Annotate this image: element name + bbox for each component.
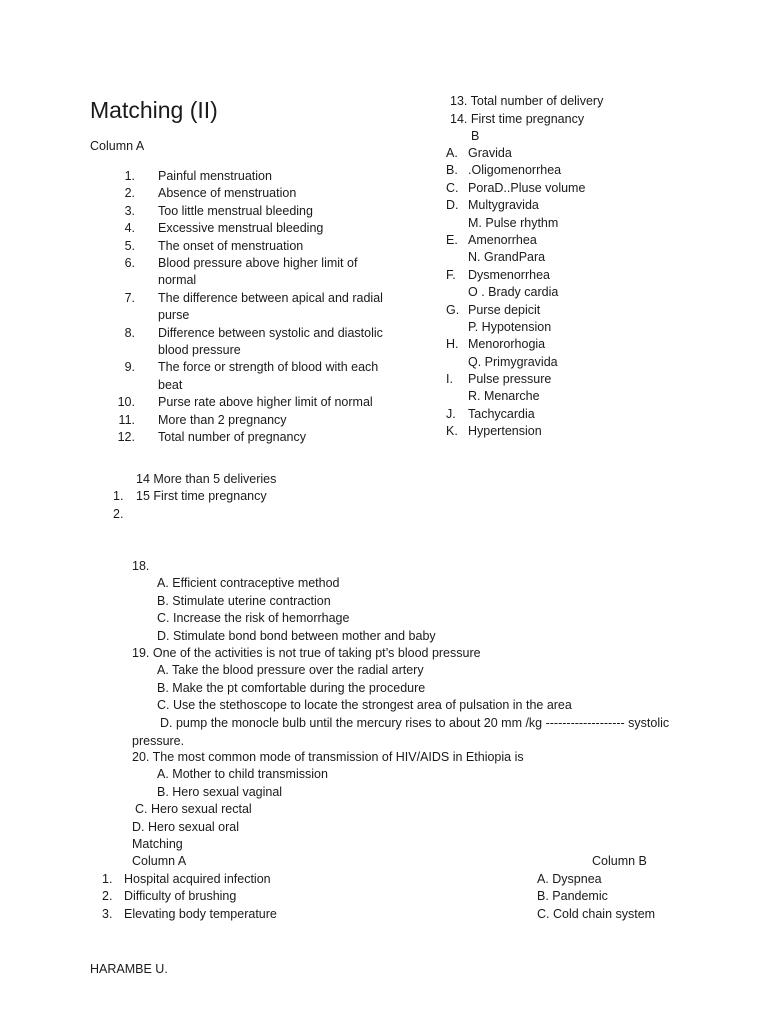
matching-heading: Matching <box>132 837 183 851</box>
list-item-text: .Oligomenorrhea <box>468 163 562 178</box>
list-item <box>113 359 413 394</box>
list-item <box>113 255 413 290</box>
list-item-letter: G. <box>446 302 460 317</box>
q20-option-d: D. Hero sexual oral <box>132 820 239 834</box>
list-item-text: Excessive menstrual bleeding <box>158 221 324 236</box>
list-item-text: Too little menstrual bleeding <box>158 203 313 218</box>
list-item-text: The difference between apical and radial purse <box>158 290 383 323</box>
column-b-letter: B <box>471 129 480 143</box>
list-item-text: Blood pressure above higher limit of normal <box>158 255 358 288</box>
list-item-text: Hospital acquired infection <box>124 872 271 886</box>
list-item-letter: H. <box>446 337 459 352</box>
list-item <box>113 168 413 185</box>
list-item <box>113 185 413 202</box>
list-item <box>446 145 706 162</box>
list-item <box>446 162 706 179</box>
list-item-text: Total number of pregnancy <box>158 429 307 444</box>
list-item <box>113 220 413 237</box>
list-item-text: N. GrandPara <box>468 250 546 265</box>
list-item <box>113 429 413 446</box>
list-item: A. Dyspnea <box>537 872 602 886</box>
matching-right-list <box>537 871 737 923</box>
matching-left-list <box>102 871 362 923</box>
list-item-text: Difficulty of brushing <box>124 889 237 904</box>
list-item <box>446 371 706 388</box>
list-item <box>102 906 362 923</box>
list-item-text: Gravida <box>468 146 512 160</box>
list-item-text: Purse rate above higher limit of normal <box>158 395 373 410</box>
q19-option-a: A. Take the blood pressure over the radial artery <box>157 663 424 677</box>
q19-option-d-continued: pressure. <box>132 734 185 748</box>
list-item <box>446 215 706 232</box>
list-item-text: Tachycardia <box>468 406 535 421</box>
list-item-text: More than 2 pregnancy <box>158 412 287 427</box>
list-item <box>113 203 413 220</box>
list-item: C. Cold chain system <box>537 906 656 921</box>
list-item-letter: D. <box>446 198 459 213</box>
list-item <box>446 180 706 197</box>
list-item-number: 2. <box>124 186 135 201</box>
list-item <box>113 394 413 411</box>
list-item <box>113 325 413 360</box>
list-item-number: 7. <box>124 290 135 305</box>
q19-option-b: B. Make the pt comfortable during the procedure <box>157 681 426 695</box>
list-item-text: Amenorrhea <box>468 232 537 247</box>
item-13: 13. Total number of delivery <box>450 94 604 108</box>
column-a-heading: Column A <box>90 139 145 153</box>
q18-option-d: D. Stimulate bond bond between mother and baby <box>157 629 436 643</box>
list-item-text: The force or strength of blood with each beat <box>158 360 379 392</box>
list-item-text: PoraD..Pluse volume <box>468 180 586 195</box>
list-item-number: 4. <box>124 221 135 236</box>
list-item-letter: I. <box>446 372 453 387</box>
column-a-list <box>113 168 413 446</box>
q20-option-b: B. Hero sexual vaginal <box>157 785 283 799</box>
list-item-text: M. Pulse rhythm <box>468 215 559 230</box>
list-item <box>446 249 706 266</box>
list-item-text: Absence of menstruation <box>158 186 297 201</box>
list-item <box>113 290 413 325</box>
list-item-number: 6. <box>124 255 135 270</box>
list-item-text: O . Brady cardia <box>468 285 559 300</box>
question-18: 18. <box>132 559 150 573</box>
list-item-letter: K. <box>446 424 458 439</box>
q18-option-b: B. Stimulate uterine contraction <box>157 594 331 608</box>
list-item-number: 3. <box>124 203 135 218</box>
list-item-letter: A. <box>446 146 458 160</box>
list-number: 2. <box>113 507 124 521</box>
list-item-number: 11. <box>118 412 135 427</box>
list-item-number: 12. <box>117 429 135 444</box>
list-item <box>102 888 362 905</box>
list-item <box>113 238 413 255</box>
list-item <box>446 197 706 214</box>
line-14: 14 More than 5 deliveries <box>136 472 277 486</box>
q20-option-a: A. Mother to child transmission <box>157 767 328 781</box>
q19-option-d: D. pump the monocle bulb until the mercury rises to about 20 mm /kg ------------------- systolic <box>160 716 670 730</box>
q18-option-c: C. Increase the risk of hemorrhage <box>157 611 350 625</box>
list-item <box>446 319 706 336</box>
line-15: 15 First time pregnancy <box>136 489 267 503</box>
list-item-letter: F. <box>446 267 456 282</box>
item-14: 14. First time pregnancy <box>450 112 585 126</box>
list-number: 1. <box>113 489 124 503</box>
list-item-text: Elevating body temperature <box>124 906 277 921</box>
list-item-text: Menororhogia <box>468 337 546 352</box>
list-item-number: 10. <box>117 395 135 410</box>
column-b-heading-2: Column B <box>592 854 647 868</box>
list-item-text: P. Hypotension <box>468 319 552 334</box>
list-item-letter: J. <box>446 406 456 421</box>
list-item-number: 8. <box>124 325 135 340</box>
list-item-number: 9. <box>124 360 135 375</box>
question-20: 20. The most common mode of transmission of HIV/AIDS in Ethiopia is <box>132 750 524 764</box>
footer-text: HARAMBE U. <box>90 962 168 976</box>
list-item <box>102 871 362 888</box>
list-item-number: 1. <box>102 872 113 886</box>
q19-option-c: C. Use the stethoscope to locate the strongest area of pulsation in the area <box>157 698 572 712</box>
column-b-list <box>446 145 706 441</box>
list-item-text: Pulse pressure <box>468 372 552 387</box>
list-item <box>446 284 706 301</box>
column-a-heading-2: Column A <box>132 854 187 868</box>
list-item <box>446 336 706 353</box>
list-item-number: 1. <box>124 169 135 183</box>
list-item-letter: C. <box>446 180 459 195</box>
list-item-text: The onset of menstruation <box>158 238 304 253</box>
list-item-number: 5. <box>124 238 135 253</box>
list-item <box>446 423 706 440</box>
list-item-number: 3. <box>102 906 113 921</box>
list-item-text: Purse depicit <box>468 302 541 317</box>
page-title: Matching (II) <box>90 97 218 123</box>
list-item-letter: E. <box>446 232 458 247</box>
list-item <box>446 388 706 405</box>
list-item-text: Q. Primygravida <box>468 354 558 369</box>
list-item: B. Pandemic <box>537 889 608 904</box>
list-item <box>446 232 706 249</box>
list-item-text: R. Menarche <box>468 389 540 404</box>
list-item-text: Hypertension <box>468 424 542 439</box>
list-item-text: Dysmenorrhea <box>468 267 550 282</box>
list-item <box>446 267 706 284</box>
question-19: 19. One of the activities is not true of taking pt’s blood pressure <box>132 646 481 660</box>
list-item-letter: B. <box>446 163 458 178</box>
list-item-text: Difference between systolic and diastolic blood pressure <box>158 325 383 357</box>
q18-option-a: A. Efficient contraceptive method <box>157 576 340 590</box>
list-item <box>446 302 706 319</box>
list-item <box>446 354 706 371</box>
list-item <box>113 412 413 429</box>
list-item-text: Multygravida <box>468 198 539 213</box>
list-item-text: Painful menstruation <box>158 169 272 183</box>
q20-option-c: C. Hero sexual rectal <box>135 802 252 816</box>
list-item <box>446 406 706 423</box>
list-item-number: 2. <box>102 889 113 904</box>
